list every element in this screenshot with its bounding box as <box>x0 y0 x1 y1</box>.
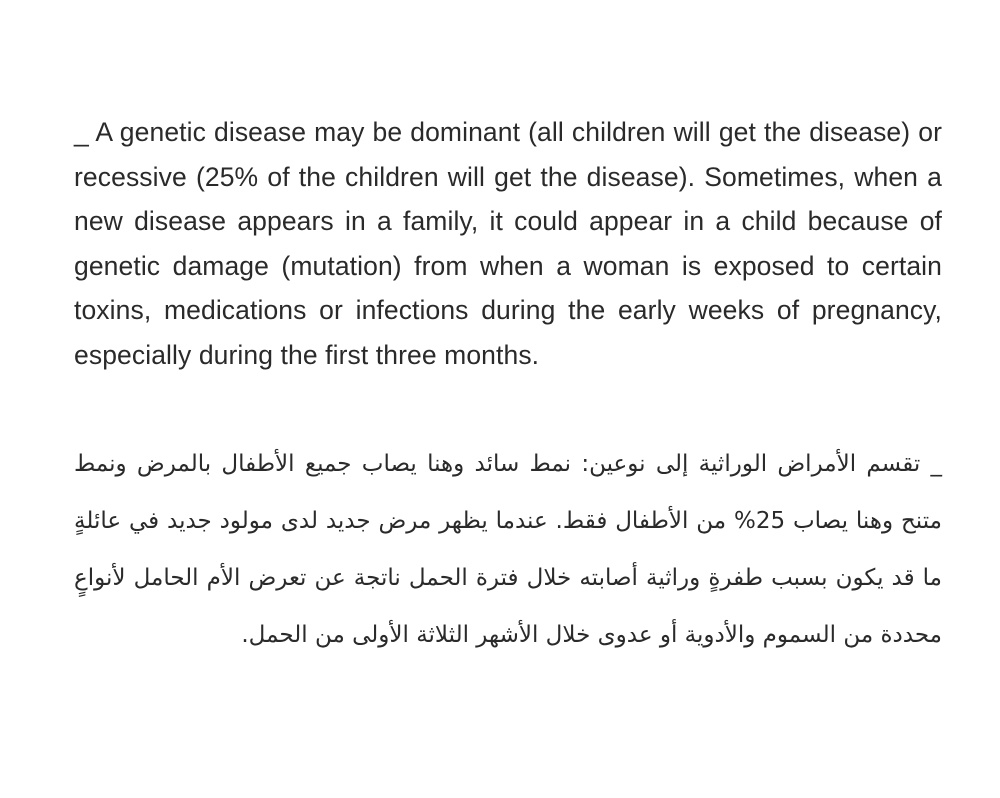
english-paragraph: _ A genetic disease may be dominant (all children will get the disease) or recessive (25% of the children will get the disease). Sometimes, when a new disease appears in a family, it could appear in a child because of genetic damage (mutation) from when a woman is exposed to certain toxins, medications or infections during the early weeks of pregnancy, especially during the first three months. <box>74 117 942 370</box>
arabic-paragraph: _ تقسم الأمراض الوراثية إلى نوعين: نمط سائد وهنا يصاب جميع الأطفال بالمرض ونمط متنح وهنا يصاب 25% من الأطفال فقط. عندما يظهر مرض جديد لدى مولود جديد في عائلةٍ ما قد يكون بسبب طفرةٍ وراثية أصابته خلال فترة الحمل ناتجة عن تعرض الأم الحامل لأنواعٍ محددة من السموم والأدوية أو عدوى خلال الأشهر الثلاثة الأولى من الحمل. <box>74 451 942 648</box>
